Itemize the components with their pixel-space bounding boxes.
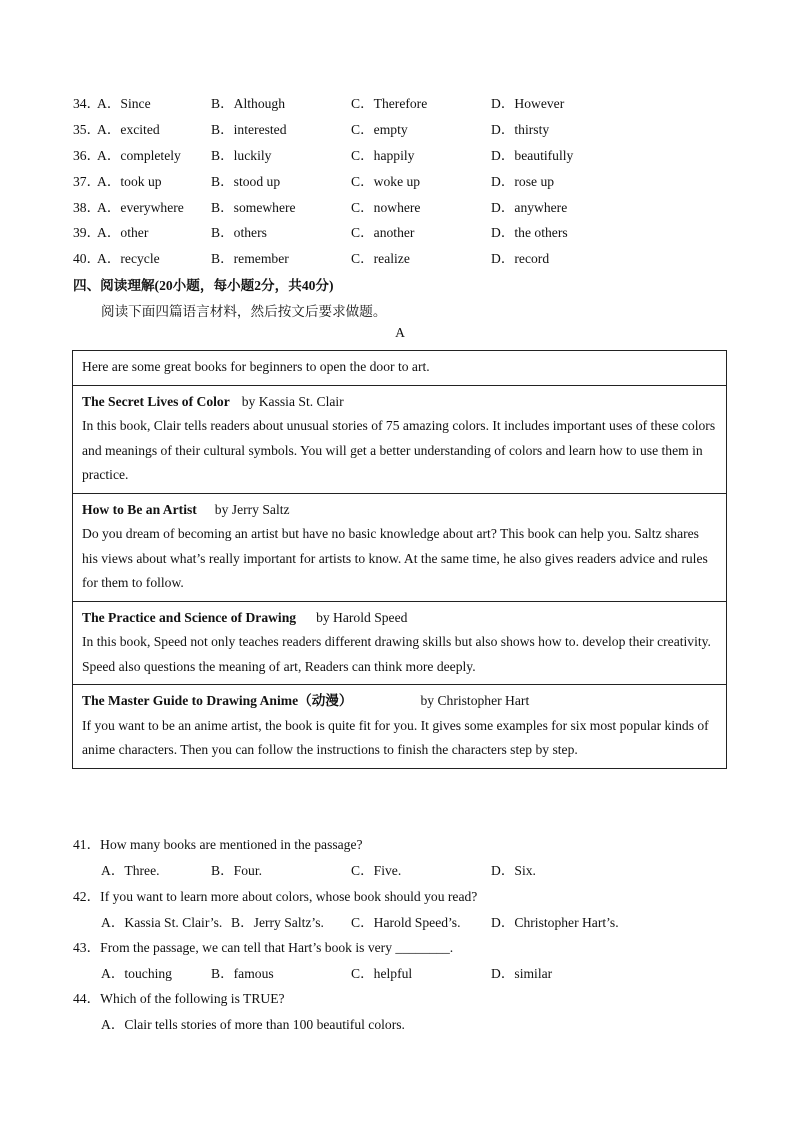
book-title: The Secret Lives of Color xyxy=(82,393,230,409)
option-d: D．thirsty xyxy=(491,122,550,137)
option-a: A．Since xyxy=(97,96,151,111)
book-title: The Practice and Science of Drawing xyxy=(82,609,297,625)
option-c: C．Harold Speed’s. xyxy=(351,915,461,930)
table-row xyxy=(73,351,727,386)
option-c: C．empty xyxy=(351,122,408,137)
option-c: C．realize xyxy=(351,251,410,266)
option-a: A．excited xyxy=(97,122,160,137)
question-stem: 42．If you want to learn more about colors, whose book should you read? xyxy=(73,889,478,904)
question-number: 38． xyxy=(73,200,101,215)
book-description-extra: Speed also questions the meaning of art, Readers can think more deeply. xyxy=(82,658,476,674)
book-author: by Harold Speed xyxy=(316,609,408,625)
book-title: How to Be an Artist xyxy=(82,501,197,517)
option-a: A．completely xyxy=(97,148,181,163)
question-number: 34． xyxy=(73,96,101,111)
option-a: A．took up xyxy=(97,174,162,189)
book-cell xyxy=(73,385,727,493)
book-author: by Jerry Saltz xyxy=(214,501,290,517)
option-d: D．anywhere xyxy=(491,200,568,215)
book-description: In this book, Clair tells readers about unusual stories of 75 amazing colors. It includes important uses of these colors and meanings of their cultural symbols. You will get a better understanding of colors and learn how to use them in practice. xyxy=(82,418,716,482)
question-stem: 44．Which of the following is TRUE? xyxy=(73,991,285,1006)
section-title: 四、阅读理解(20小题，每小题2分，共40分) xyxy=(73,278,334,293)
option-d: D．beautifully xyxy=(491,148,574,163)
option-c: C．another xyxy=(351,225,415,240)
passage-letter: A xyxy=(395,325,405,340)
option-b: B．Four. xyxy=(211,863,262,878)
option-a: A．other xyxy=(97,225,149,240)
option-d: D．However xyxy=(491,96,565,111)
option-a: A．everywhere xyxy=(97,200,184,215)
question-number: 40． xyxy=(73,251,101,266)
table-intro: Here are some great books for beginners to open the door to art. xyxy=(73,351,727,386)
option-b: B．stood up xyxy=(211,174,281,189)
option-d: D．the others xyxy=(491,225,568,240)
book-cell xyxy=(73,685,727,769)
option-c: C．Therefore xyxy=(351,96,428,111)
question-number: 36． xyxy=(73,148,101,163)
option-b: B．Jerry Saltz’s. xyxy=(231,915,324,930)
option-b: B．interested xyxy=(211,122,287,137)
option-a: A．touching xyxy=(101,966,172,981)
option-a: A．Clair tells stories of more than 100 beautiful colors. xyxy=(101,1017,405,1032)
question-number: 35． xyxy=(73,122,101,137)
table-row xyxy=(73,685,727,769)
question-number: 39． xyxy=(73,225,101,240)
option-d: D．similar xyxy=(491,966,553,981)
option-c: C．helpful xyxy=(351,966,413,981)
table-row xyxy=(73,385,727,493)
book-author: by Kassia St. Clair xyxy=(241,393,344,409)
table-row xyxy=(73,493,727,601)
book-title: The Master Guide to Drawing Anime（动漫） xyxy=(82,693,353,708)
option-d: D．record xyxy=(491,251,550,266)
books-table xyxy=(72,350,727,769)
question-stem: 43．From the passage, we can tell that Hart’s book is very ________. xyxy=(73,940,454,955)
option-a: A．Kassia St. Clair’s. xyxy=(101,915,223,930)
section-instruction: 阅读下面四篇语言材料，然后按文后要求做题。 xyxy=(101,304,387,319)
option-b: B．famous xyxy=(211,966,274,981)
option-c: C．nowhere xyxy=(351,200,421,215)
option-a: A．Three. xyxy=(101,863,160,878)
book-cell xyxy=(73,601,727,685)
option-c: C．woke up xyxy=(351,174,421,189)
option-b: B．somewhere xyxy=(211,200,296,215)
book-cell xyxy=(73,493,727,601)
option-b: B．remember xyxy=(211,251,289,266)
option-b: B．luckily xyxy=(211,148,272,163)
option-d: D．rose up xyxy=(491,174,555,189)
book-description: Do you dream of becoming an artist but have no basic knowledge about art? This book can help you. Saltz shares his views about what’s really important for artists to know. At the same time, he also gives readers advice and rules for them to follow. xyxy=(82,526,708,590)
option-d: D．Six. xyxy=(491,863,536,878)
option-c: C．Five. xyxy=(351,863,402,878)
table-row xyxy=(73,601,727,685)
option-d: D．Christopher Hart’s. xyxy=(491,915,619,930)
book-author: by Christopher Hart xyxy=(420,693,530,708)
question-stem: 41．How many books are mentioned in the passage? xyxy=(73,837,363,852)
option-b: B．Although xyxy=(211,96,286,111)
book-description: In this book, Speed not only teaches readers different drawing skills but also shows how to. develop their creativity. xyxy=(82,634,711,649)
option-a: A．recycle xyxy=(97,251,160,266)
option-c: C．happily xyxy=(351,148,415,163)
book-description: If you want to be an anime artist, the book is quite fit for you. It gives some examples for six most popular kinds of anime characters. Then you can follow the instructions to finish the characters step by step. xyxy=(82,717,709,757)
option-b: B．others xyxy=(211,225,267,240)
question-number: 37． xyxy=(73,174,101,189)
